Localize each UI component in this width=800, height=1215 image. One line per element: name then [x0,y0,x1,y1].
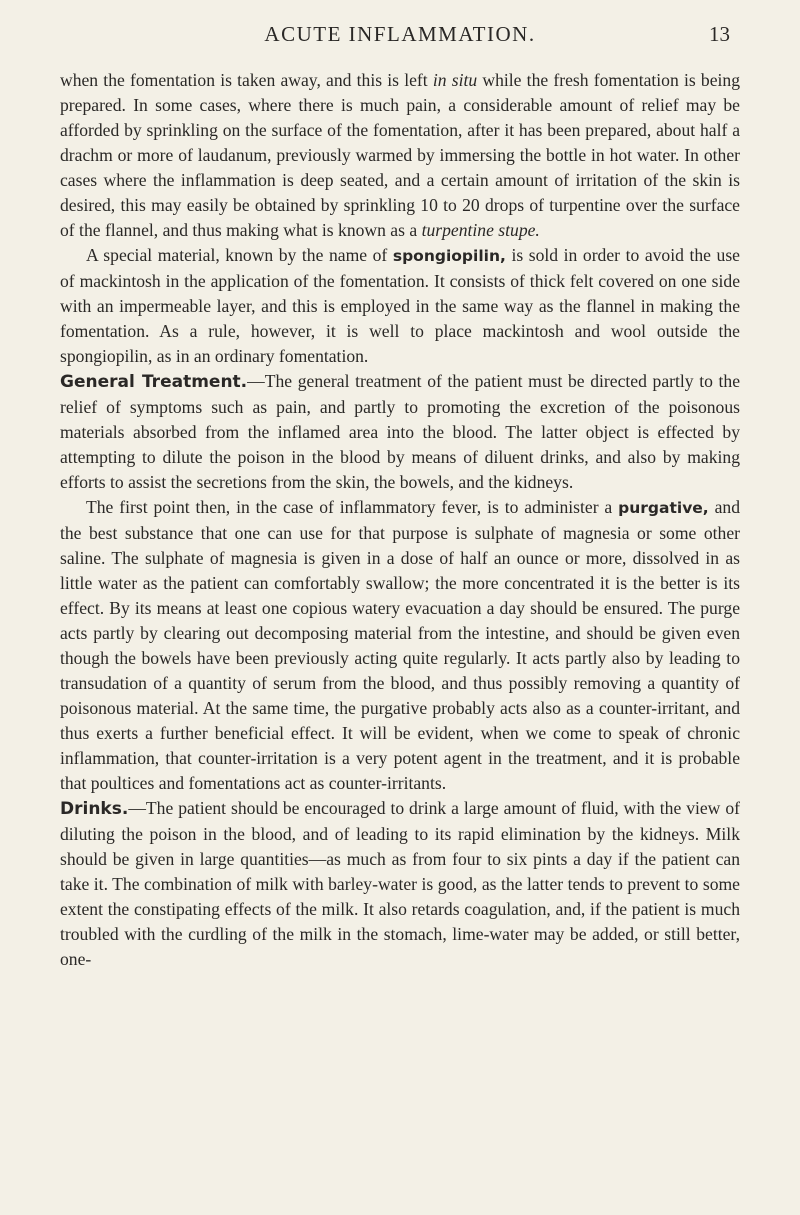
section-heading-drinks: Drinks. [60,799,129,819]
text-run: and the best substance that one can use for that purpose is sulphate of magnesia or some other saline. The sulphate of magnesia is given in a dose of half an ounce or more, dissolved in as little water as the patient can comfortably swallow; the more concentrated it is the better is its effect. By its means at least one copious watery evacuation a day should be ensured. The purge acts partly by clearing out decomposing material from the intestine, and should be given even though the bowels have been previously acting quite regularly. It acts partly also by leading to transudation of a quantity of serum from the blood, and thus possibly removing a quantity of poisonous material. At the same time, the purgative probably acts also as a counter-irritant, and thus exerts a further beneficial effect. It will be evident, when we come to speak of chronic inflammation, that counter-irritation is a very potent agent in the treatment, and it is probable that poultices and fomentations act as counter-irritants. [60,497,740,793]
chapter-title: ACUTE INFLAMMATION. [264,22,536,46]
paragraph-general-treatment [60,369,740,495]
section-heading-general-treatment: General Treatment. [60,372,248,392]
text-run: —The general treatment of the patient must be directed partly to the relief of symptoms such as pain, and partly to promoting the excretion of the poisonous materials absorbed from the inflamed area into the blood. The latter object is effected by attempting to dilute the poison in the blood by means of diluent drinks, and also by making efforts to assist the secretions from the skin, the bowels, and the kidneys. [60,371,741,492]
italic-term-in-situ: in situ [432,70,478,90]
paragraph-fomentation-continued [60,68,740,243]
text-run: —The patient should be encouraged to drink a large amount of fluid, with the view of diluting the poison in the blood, and of leading to its rapid elimination by the kidneys. Milk should be given in large quantities—as much as from four to six pints a day if the patient can take it. The combination of milk with barley-water is good, as the latter tends to prevent to some extent the constipating effects of the milk. It also retards coagulation, and, if the patient is much troubled with the curdling of the milk in the stomach, lime-water may be added, or still better, one- [60,798,740,969]
paragraph-purgative [60,495,740,796]
italic-term-turpentine-stupe: turpentine stupe. [421,220,540,240]
paragraph-drinks [60,796,740,972]
page-number: 13 [709,22,730,46]
bold-term-spongiopilin: spongiopilin, [392,247,506,265]
text-run: A special material, known by the name of [86,245,393,265]
text-run: when the fomentation is taken away, and this is left [60,70,433,90]
paragraph-spongiopilin [60,243,740,369]
body-text [60,68,740,972]
text-run: while the fresh fomentation is being prepared. In some cases, where there is much pain, a considerable amount of relief may be afforded by sprinkling on the surface of the fomentation, after it has been prepared, about half a drachm or more of laudanum, previously warmed by immersing the bottle in hot water. In other cases where the inflammation is deep seated, and a certain amount of irritation of the skin is desired, this may easily be obtained by sprinkling 10 to 20 drops of turpentine over the surface of the flannel, and thus making what is known as a [60,70,740,240]
running-header [70,22,730,50]
text-run: is sold in order to avoid the use of mackintosh in the application of the fomentation. It consists of thick felt covered on one side with an impermeable layer, and this is employed in the same way as the flannel in making the fomentation. As a rule, however, it is well to place mackintosh and wool outside the spongiopilin, as in an ordinary fomentation. [60,245,740,366]
text-run: The first point then, in the case of inflammatory fever, is to administer a [86,497,619,517]
bold-term-purgative: purgative, [618,499,709,517]
